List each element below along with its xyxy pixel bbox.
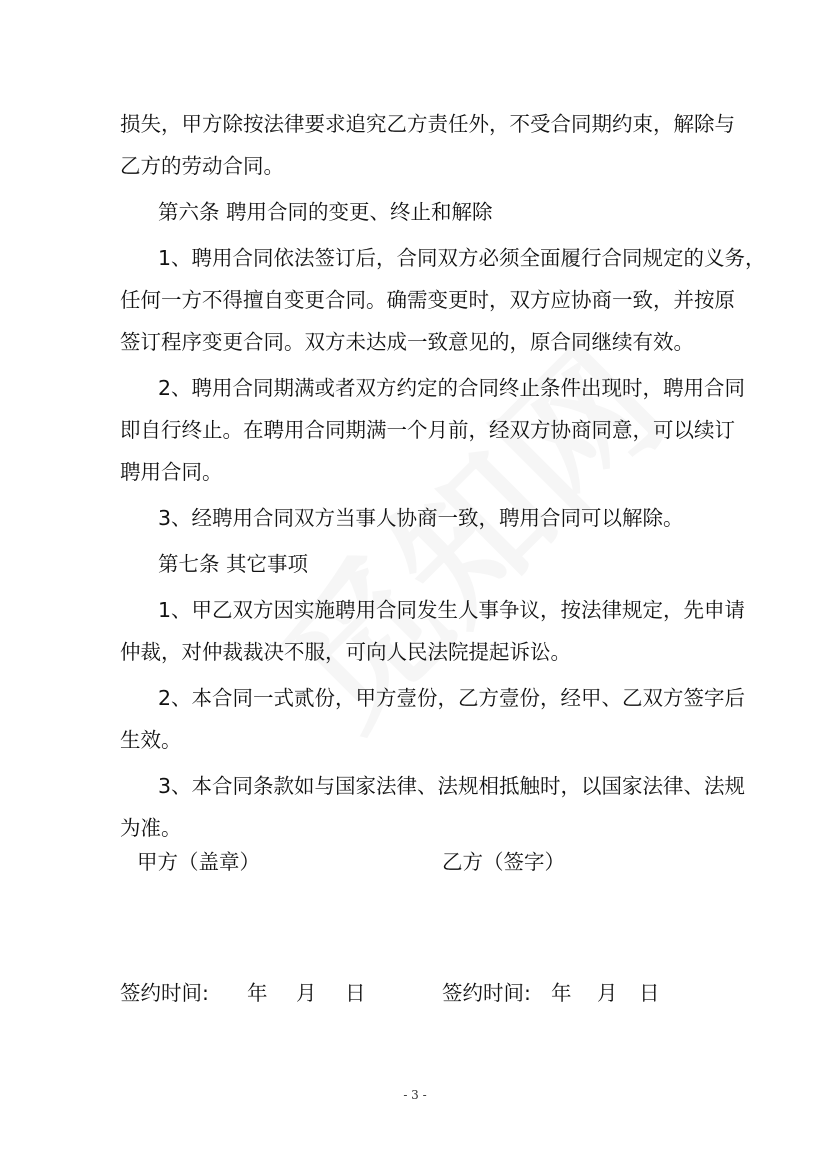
text-line: 3、经聘用合同双方当事人协商一致，聘用合同可以解除。 xyxy=(158,506,684,530)
text-line: 生效。 xyxy=(120,728,182,752)
paragraph xyxy=(120,765,746,849)
paragraph xyxy=(120,237,766,363)
text-line: 损失，甲方除按法律要求追究乙方责任外，不受合同期约束，解除与 xyxy=(120,112,735,136)
paragraph xyxy=(120,589,746,673)
party-b-signature-label: 乙方（签字） xyxy=(442,850,565,874)
text-line: 1、甲乙双方因实施聘用合同发生人事争议，按法律规定，先申请 xyxy=(158,598,746,622)
text-line: 为准。 xyxy=(120,816,182,840)
text-line: 2、本合同一式贰份，甲方壹份，乙方壹份，经甲、乙双方签字后 xyxy=(158,686,746,710)
party-b-date-day: 日 xyxy=(639,981,660,1005)
text-line: 3、本合同条款如与国家法律、法规相抵触时，以国家法律、法规 xyxy=(158,774,746,798)
party-a-date-label: 签约时间: xyxy=(120,981,209,1005)
party-b-date-month: 月 xyxy=(597,981,618,1005)
document-body xyxy=(120,103,766,853)
text-line: 任何一方不得擅自变更合同。确需变更时，双方应协商一致，并按原 xyxy=(120,288,735,312)
paragraph xyxy=(120,103,735,187)
text-line: 即自行终止。在聘用合同期满一个月前，经双方协商同意，可以续订 xyxy=(120,418,735,442)
text-line: 仲裁，对仲裁裁决不服，可向人民法院提起诉讼。 xyxy=(120,640,571,664)
paragraph xyxy=(120,191,720,233)
paragraph xyxy=(120,677,746,761)
text-line: 2、聘用合同期满或者双方约定的合同终止条件出现时，聘用合同 xyxy=(158,376,746,400)
party-a-signature-label: 甲方（盖章） xyxy=(137,850,260,874)
party-a-date-day: 日 xyxy=(345,981,366,1005)
paragraph xyxy=(120,543,720,585)
paragraph xyxy=(120,497,720,539)
text-line: 第七条 其它事项 xyxy=(158,552,309,576)
page-number: - 3 - xyxy=(403,1088,427,1102)
party-a-date-month: 月 xyxy=(296,981,317,1005)
party-b-date-label: 签约时间: xyxy=(442,981,531,1005)
party-b-date-year: 年 xyxy=(551,981,572,1005)
paragraph xyxy=(120,367,746,493)
text-line: 1、聘用合同依法签订后，合同双方必须全面履行合同规定的义务， xyxy=(158,246,766,270)
text-line: 第六条 聘用合同的变更、终止和解除 xyxy=(158,200,493,224)
party-a-date-year: 年 xyxy=(247,981,268,1005)
text-line: 乙方的劳动合同。 xyxy=(120,154,284,178)
text-line: 聘用合同。 xyxy=(120,460,223,484)
text-line: 签订程序变更合同。双方未达成一致意见的，原合同继续有效。 xyxy=(120,330,694,354)
